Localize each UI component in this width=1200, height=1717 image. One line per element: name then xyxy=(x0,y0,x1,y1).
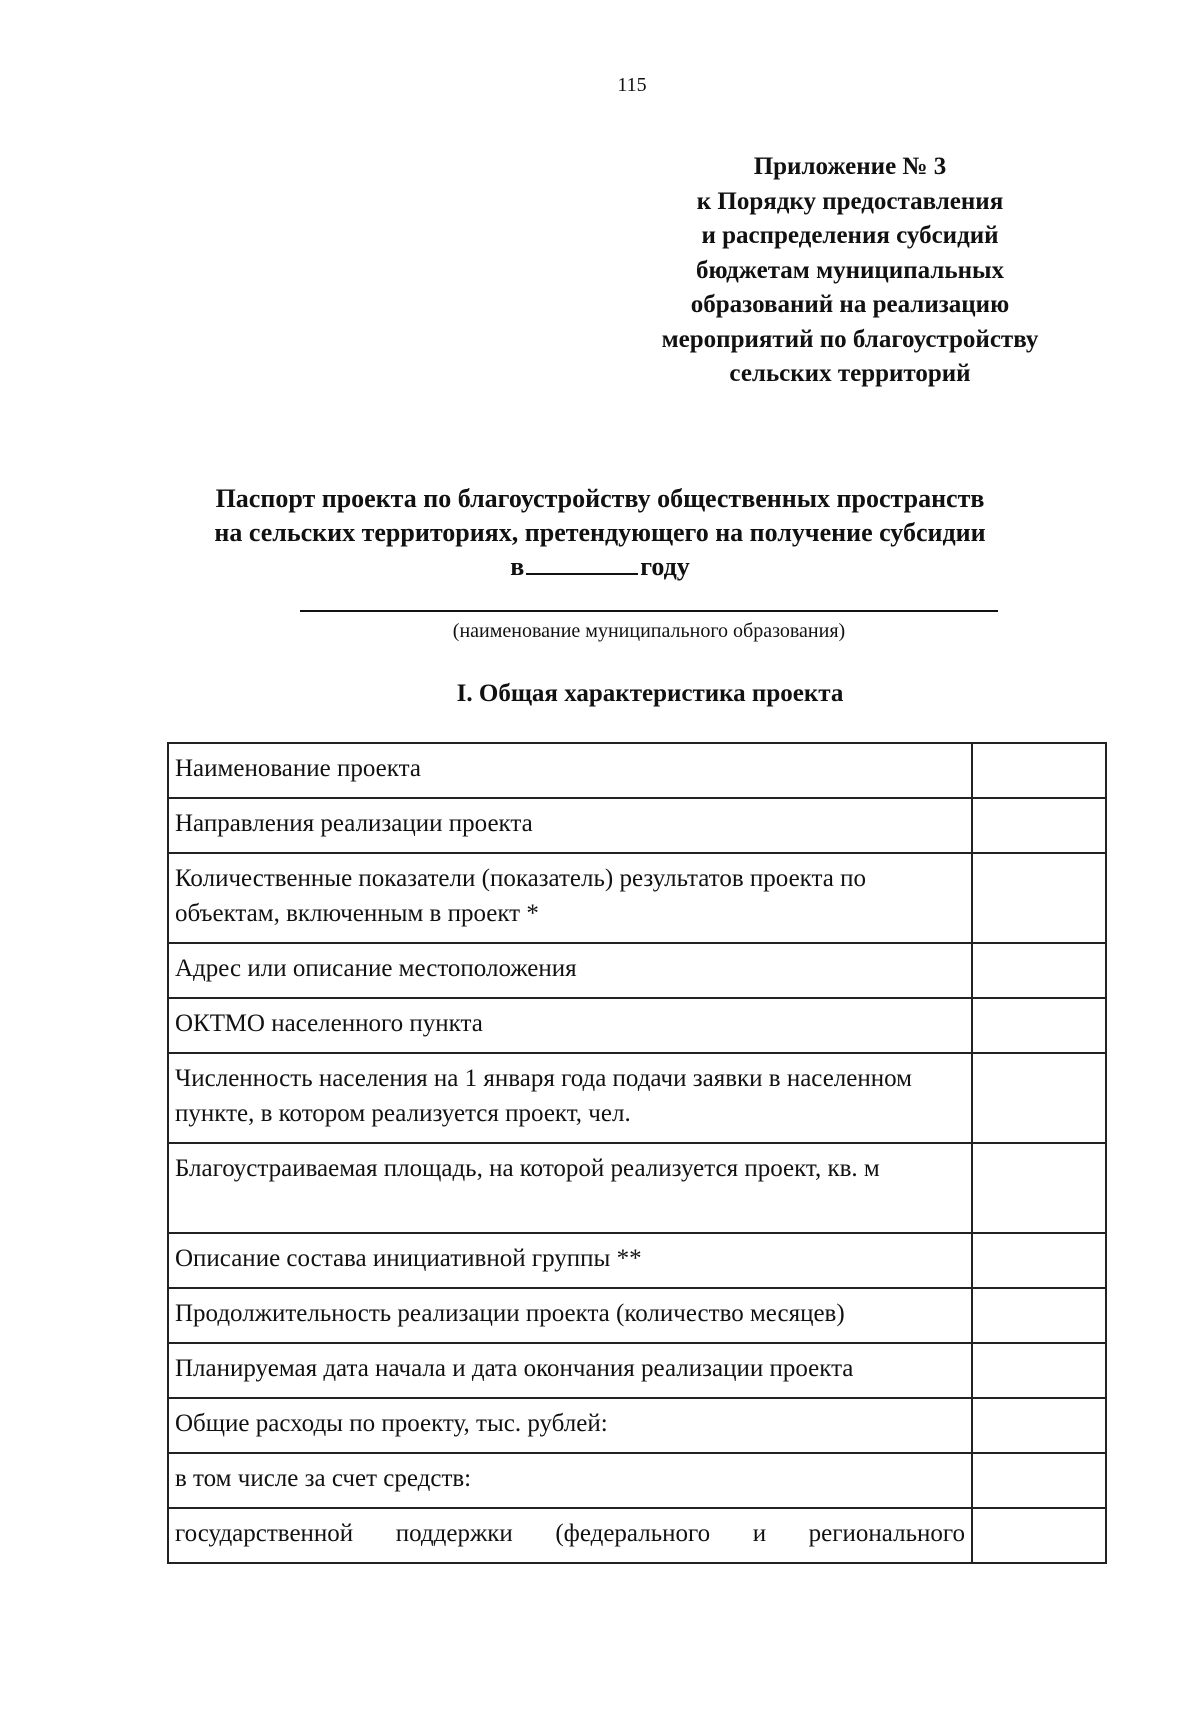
table-row xyxy=(168,798,1106,853)
table-row xyxy=(168,1398,1106,1453)
year-prefix: в xyxy=(510,552,525,581)
row-value[interactable] xyxy=(972,943,1106,998)
appendix-line: бюджетам муниципальных xyxy=(695,256,1005,284)
table-row xyxy=(168,1508,1106,1563)
table-row xyxy=(168,1143,1106,1233)
row-value[interactable] xyxy=(972,798,1106,853)
row-label: Количественные показатели (показатель) результатов проекта по объектам, включенным в проект * xyxy=(168,853,972,943)
section-title: I. Общая характеристика проекта xyxy=(456,680,844,707)
row-label: в том числе за счет средств: xyxy=(168,1453,972,1508)
row-value[interactable] xyxy=(972,1343,1106,1398)
row-label: Адрес или описание местоположения xyxy=(168,943,972,998)
row-label: Планируемая дата начала и дата окончания реализации проекта xyxy=(168,1343,972,1398)
row-value[interactable] xyxy=(972,743,1106,798)
appendix-line: образований на реализацию xyxy=(690,291,1010,318)
table-row xyxy=(168,743,1106,798)
title-line: на сельских территориях, претендующего на получение субсидии xyxy=(214,518,986,547)
year-blank-field[interactable] xyxy=(526,551,638,575)
row-value[interactable] xyxy=(972,1398,1106,1453)
row-value[interactable] xyxy=(972,1053,1106,1143)
appendix-line: Приложение № 3 xyxy=(753,153,947,180)
project-passport-table xyxy=(167,742,1107,1564)
title-year-line xyxy=(140,550,1060,584)
row-label: Благоустраиваемая площадь, на которой реализуется проект, кв. м xyxy=(168,1143,972,1233)
table-row xyxy=(168,1453,1106,1508)
row-value[interactable] xyxy=(972,1453,1106,1508)
row-value[interactable] xyxy=(972,998,1106,1053)
row-value[interactable] xyxy=(972,1143,1106,1233)
title-line: Паспорт проекта по благоустройству общественных пространств xyxy=(215,484,985,513)
table-row xyxy=(168,1343,1106,1398)
table-row xyxy=(168,1053,1106,1143)
municipality-caption: (наименование муниципального образования) xyxy=(452,620,846,642)
row-label: Наименование проекта xyxy=(168,743,972,798)
row-label: Численность населения на 1 января года подачи заявки в населенном пункте, в котором реализуется проект, чел. xyxy=(168,1053,972,1143)
row-label: Направления реализации проекта xyxy=(168,798,972,853)
appendix-line: и распределения субсидий xyxy=(701,222,999,249)
row-value[interactable] xyxy=(972,1288,1106,1343)
appendix-line: сельских территорий xyxy=(729,360,971,387)
row-value[interactable] xyxy=(972,1233,1106,1288)
row-label: ОКТМО населенного пункта xyxy=(168,998,972,1053)
row-label: Описание состава инициативной группы ** xyxy=(168,1233,972,1288)
row-value[interactable] xyxy=(972,853,1106,943)
municipality-blank-field[interactable] xyxy=(300,610,998,612)
appendix-header xyxy=(600,150,1100,392)
table-row xyxy=(168,1288,1106,1343)
table-row xyxy=(168,998,1106,1053)
table-row xyxy=(168,1233,1106,1288)
row-label: Общие расходы по проекту, тыс. рублей: xyxy=(168,1398,972,1453)
row-label: государственной поддержки (федерального и регионального xyxy=(168,1508,972,1563)
table-row xyxy=(168,853,1106,943)
page-number: 115 xyxy=(617,74,647,96)
appendix-line: мероприятий по благоустройству xyxy=(661,325,1039,353)
table-row xyxy=(168,943,1106,998)
row-value[interactable] xyxy=(972,1508,1106,1563)
appendix-line: к Порядку предоставления xyxy=(696,187,1004,215)
year-suffix: году xyxy=(640,552,690,581)
document-title xyxy=(140,482,1060,584)
row-label: Продолжительность реализации проекта (количество месяцев) xyxy=(168,1288,972,1343)
